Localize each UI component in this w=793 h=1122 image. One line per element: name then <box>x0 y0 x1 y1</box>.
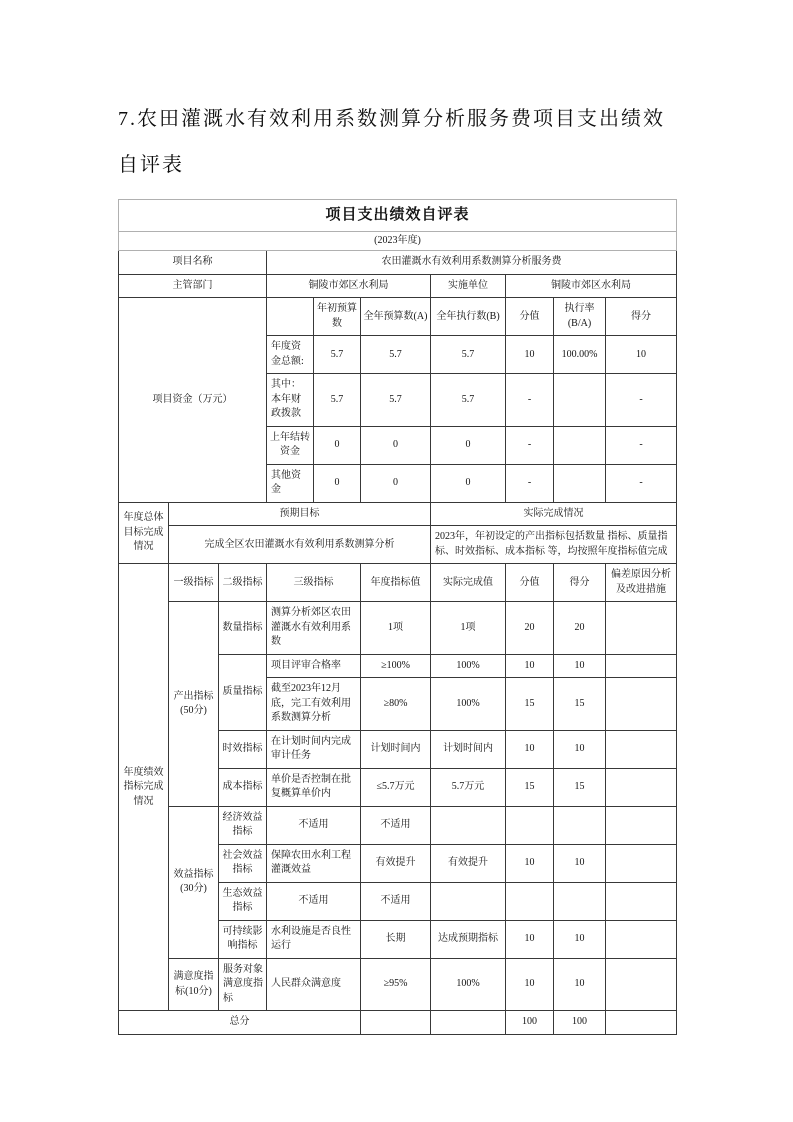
table-cell: 5.7 <box>361 374 431 427</box>
table-cell <box>606 882 677 920</box>
table-cell <box>606 920 677 958</box>
table-cell: 20 <box>506 602 554 655</box>
table-cell: 项目名称 <box>119 251 267 275</box>
table-cell: ≥100% <box>361 654 431 678</box>
table-cell: 保障农田水利工程灌溉效益 <box>267 844 361 882</box>
table-cell <box>554 426 606 464</box>
table-cell <box>506 882 554 920</box>
table-cell: 15 <box>554 678 606 731</box>
table-cell: 10 <box>506 336 554 374</box>
table-cell: 分值 <box>506 298 554 336</box>
table-cell: 铜陵市郊区水利局 <box>506 274 677 298</box>
table-cell <box>606 730 677 768</box>
table-cell: - <box>606 464 677 502</box>
table-cell: 得分 <box>606 298 677 336</box>
table-cell: 全年预算数(A) <box>361 298 431 336</box>
table-cell: 1项 <box>431 602 506 655</box>
table-cell: 上年结转资金 <box>267 426 314 464</box>
table-cell: 年度资金总额: <box>267 336 314 374</box>
table-cell <box>606 654 677 678</box>
table-cell: 预期目标 <box>169 502 431 526</box>
table-title: 项目支出绩效自评表 <box>119 200 677 232</box>
table-body <box>119 251 677 1035</box>
table-cell: 有效提升 <box>361 844 431 882</box>
table-row <box>119 564 677 602</box>
table-cell: 10 <box>506 920 554 958</box>
table-cell: 完成全区农田灌溉水有效利用系数测算分析 <box>169 526 431 564</box>
table-row <box>119 1011 677 1035</box>
table-cell: 三级指标 <box>267 564 361 602</box>
table-cell <box>431 1011 506 1035</box>
table-cell: 社会效益指标 <box>219 844 267 882</box>
table-cell: 成本指标 <box>219 768 267 806</box>
table-cell: 5.7 <box>431 336 506 374</box>
table-cell <box>554 882 606 920</box>
table-cell: 10 <box>554 654 606 678</box>
table-cell: 达成预期指标 <box>431 920 506 958</box>
table-cell: 年度指标值 <box>361 564 431 602</box>
table-cell: 实施单位 <box>431 274 506 298</box>
table-cell <box>606 1011 677 1035</box>
table-cell: 分值 <box>506 564 554 602</box>
table-row <box>119 526 677 564</box>
table-cell <box>554 806 606 844</box>
table-cell: 5.7 <box>431 374 506 427</box>
table-cell: 截至2023年12月底，完工有效利用系数测算分析 <box>267 678 361 731</box>
table-cell: 0 <box>361 426 431 464</box>
table-cell: 年初预算数 <box>314 298 361 336</box>
table-cell <box>606 602 677 655</box>
table-row <box>119 274 677 298</box>
table-cell: 主管部门 <box>119 274 267 298</box>
table-cell: 实际完成情况 <box>431 502 677 526</box>
table-cell: 年度绩效指标完成情况 <box>119 564 169 1011</box>
table-cell <box>606 806 677 844</box>
table-cell: 20 <box>554 602 606 655</box>
table-cell: 5.7 <box>361 336 431 374</box>
table-cell: - <box>606 426 677 464</box>
table-cell: 满意度指标(10分) <box>169 958 219 1011</box>
table-cell: - <box>506 374 554 427</box>
table-cell: 10 <box>506 958 554 1011</box>
table-cell: 水利设施是否良性运行 <box>267 920 361 958</box>
table-cell: 数量指标 <box>219 602 267 655</box>
table-cell: 10 <box>554 958 606 1011</box>
table-cell: 服务对象满意度指标 <box>219 958 267 1011</box>
table-cell: - <box>506 426 554 464</box>
table-cell: 年度总体目标完成情况 <box>119 502 169 564</box>
table-cell: 实际完成值 <box>431 564 506 602</box>
self-evaluation-table <box>118 199 677 1035</box>
table-cell: 二级指标 <box>219 564 267 602</box>
table-cell: 项目资金（万元） <box>119 298 267 503</box>
table-cell: 项目评审合格率 <box>267 654 361 678</box>
table-row <box>119 958 677 1011</box>
table-cell: - <box>506 464 554 502</box>
table-cell: 100% <box>431 958 506 1011</box>
table-cell <box>606 844 677 882</box>
table-cell: 计划时间内 <box>361 730 431 768</box>
page-heading: 7.农田灌溉水有效利用系数测算分析服务费项目支出绩效自评表 <box>118 108 665 176</box>
table-cell: 0 <box>431 464 506 502</box>
table-cell: 15 <box>554 768 606 806</box>
table-cell: 0 <box>314 464 361 502</box>
table-cell: 0 <box>314 426 361 464</box>
table-cell: 得分 <box>554 564 606 602</box>
table-cell: 不适用 <box>267 806 361 844</box>
table-cell: 效益指标(30分) <box>169 806 219 958</box>
table-cell: 时效指标 <box>219 730 267 768</box>
table-cell: 10 <box>506 730 554 768</box>
table-cell <box>554 464 606 502</box>
table-cell: 单价是否控制在批复概算单价内 <box>267 768 361 806</box>
table-cell <box>431 882 506 920</box>
table-cell <box>606 768 677 806</box>
table-cell: 100.00% <box>554 336 606 374</box>
table-cell <box>554 374 606 427</box>
table-cell: 计划时间内 <box>431 730 506 768</box>
table-cell <box>267 298 314 336</box>
table-cell: 10 <box>554 920 606 958</box>
table-cell: 其中：本年财政拨款 <box>267 374 314 427</box>
table-cell: 5.7 <box>314 374 361 427</box>
table-cell: 人民群众满意度 <box>267 958 361 1011</box>
table-cell <box>361 1011 431 1035</box>
table-cell: 全年执行数(B) <box>431 298 506 336</box>
table-cell: 在计划时间内完成审计任务 <box>267 730 361 768</box>
table-row <box>119 251 677 275</box>
table-cell: 100 <box>506 1011 554 1035</box>
table-cell: 不适用 <box>361 882 431 920</box>
table-cell: 产出指标(50分) <box>169 602 219 807</box>
table-cell: ≥95% <box>361 958 431 1011</box>
table-cell: 生态效益指标 <box>219 882 267 920</box>
table-cell: 偏差原因分析及改进措施 <box>606 564 677 602</box>
table-cell <box>606 958 677 1011</box>
table-row <box>119 806 677 844</box>
table-cell: 铜陵市郊区水利局 <box>267 274 431 298</box>
table-cell: 5.7 <box>314 336 361 374</box>
table-cell: 10 <box>606 336 677 374</box>
table-cell: 质量指标 <box>219 654 267 730</box>
table-cell: 执行率(B/A) <box>554 298 606 336</box>
table-cell: 10 <box>554 730 606 768</box>
table-row <box>119 602 677 655</box>
table-cell: 100 <box>554 1011 606 1035</box>
table-cell: 100% <box>431 678 506 731</box>
table-cell: 农田灌溉水有效利用系数测算分析服务费 <box>267 251 677 275</box>
table-header <box>119 200 677 251</box>
table-cell: 15 <box>506 678 554 731</box>
table-cell: 100% <box>431 654 506 678</box>
table-cell: ≤5.7万元 <box>361 768 431 806</box>
table-cell: 其他资金 <box>267 464 314 502</box>
table-cell: 10 <box>506 844 554 882</box>
table-cell: 长期 <box>361 920 431 958</box>
table-cell: 5.7万元 <box>431 768 506 806</box>
table-cell <box>431 806 506 844</box>
table-cell: 1项 <box>361 602 431 655</box>
table-cell: 经济效益指标 <box>219 806 267 844</box>
table-cell: 10 <box>554 844 606 882</box>
table-cell <box>606 678 677 731</box>
table-row <box>119 502 677 526</box>
table-cell: 0 <box>431 426 506 464</box>
table-cell <box>506 806 554 844</box>
table-cell: ≥80% <box>361 678 431 731</box>
table-cell: 15 <box>506 768 554 806</box>
table-cell: 一级指标 <box>169 564 219 602</box>
table-row <box>119 298 677 336</box>
table-cell: 总分 <box>119 1011 361 1035</box>
table-cell: 10 <box>506 654 554 678</box>
table-cell: 不适用 <box>361 806 431 844</box>
table-cell: - <box>606 374 677 427</box>
table-cell: 0 <box>361 464 431 502</box>
table-cell: 有效提升 <box>431 844 506 882</box>
table-cell: 不适用 <box>267 882 361 920</box>
table-cell: 可持续影响指标 <box>219 920 267 958</box>
table-cell: 测算分析郊区农田灌溉水有效利用系数 <box>267 602 361 655</box>
table-subtitle: (2023年度) <box>119 231 677 251</box>
table-cell: 2023年，年初设定的产出指标包括数量 指标、质量指标、时效指标、成本指标 等，均按照年度指标值完成 <box>431 526 677 564</box>
